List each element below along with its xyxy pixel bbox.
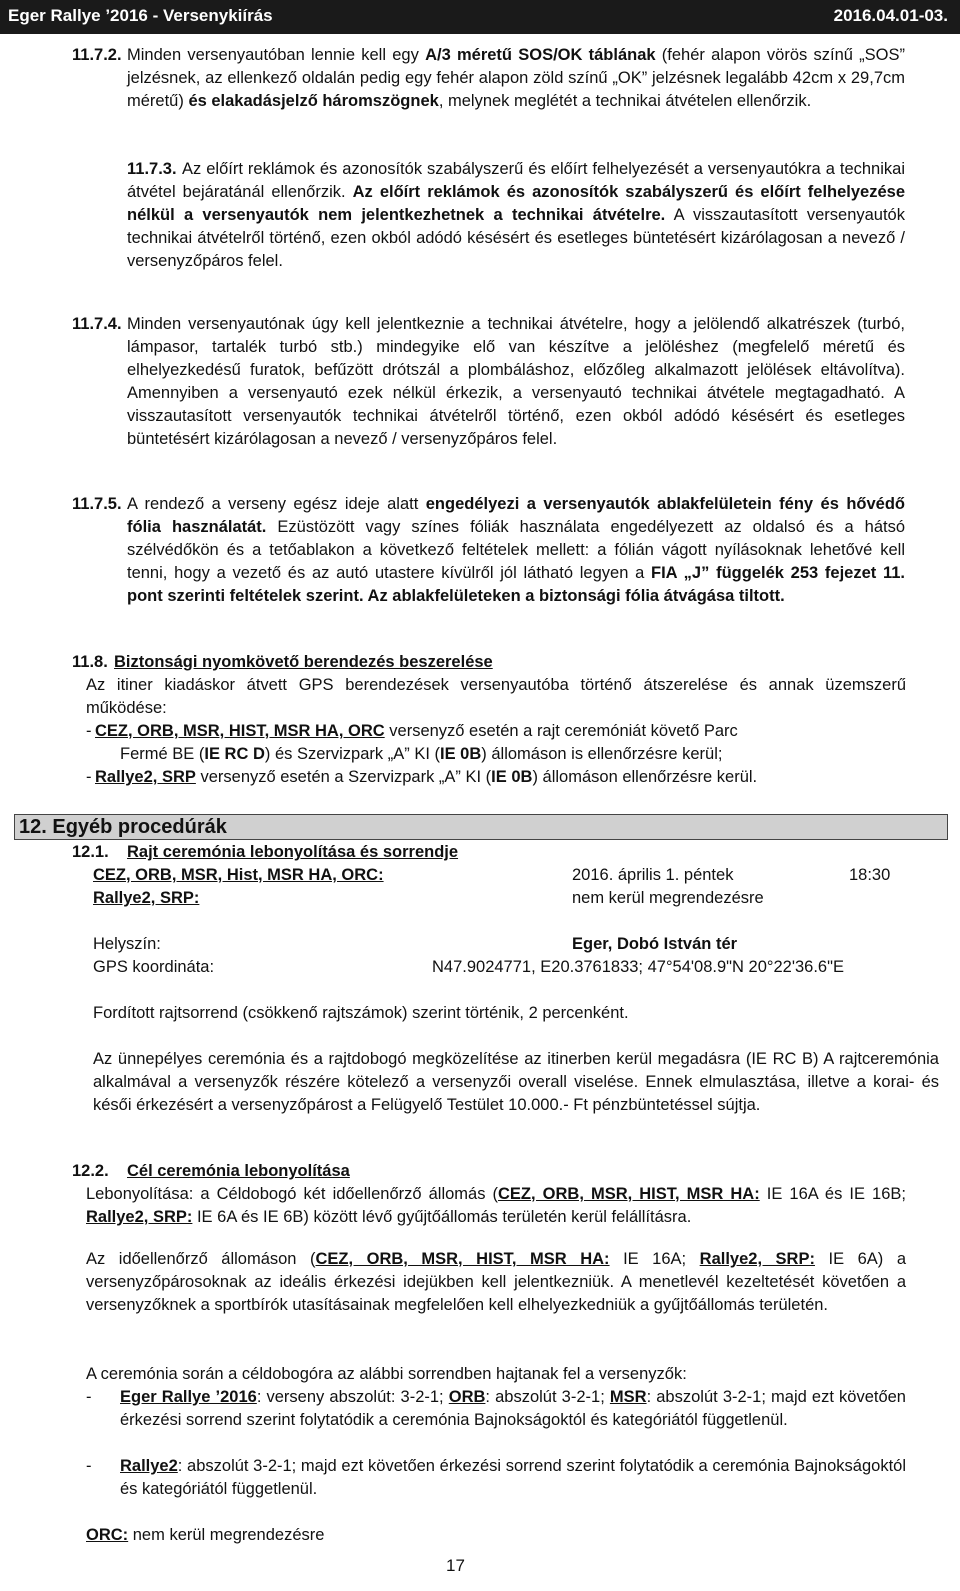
- start-class-label-1: [93, 864, 384, 887]
- header-title: Eger Rallye ’2016 - Versenykiírás: [8, 6, 273, 25]
- section-heading-12: [14, 814, 948, 840]
- text: ) állomáson is ellenőrzésre kerül;: [481, 745, 723, 763]
- page-header: [0, 0, 960, 34]
- header-date: 2016.04.01-03.: [833, 6, 948, 25]
- section-number-11-7-5: 11.7.5.: [72, 495, 122, 513]
- text: , melynek meglétét a technikai átvételen ellenőrzik.: [438, 92, 812, 110]
- start-date: 2016. április 1. péntek: [572, 866, 734, 884]
- bullet-dash: -: [86, 768, 92, 786]
- text: (fehér alapon vörös színű „SOS” jelzésnek, az ellenkező oldalán pedig egy fehér alapon zöld színű „OK” jelzésnek legalább 42cm x 29,7cm méretű): [127, 46, 905, 110]
- text: Fermé BE (: [120, 745, 205, 763]
- text: Lebonyolítása: a Céldobogó két időellenőrző állomás (: [86, 1185, 499, 1203]
- text: IE 6A) a versenyzőpárosoknak az ideális érkezési idejükben kell jelentkezniük. A menetlevél kezeltetését követően a versenyzőknek a sportbírók utasításainak megfelelően kell elhelyezkedniük a gyűjtőállomás területén.: [86, 1250, 906, 1314]
- section-title-12-2: [127, 1160, 350, 1183]
- text: A rendező a verseny egész ideje alatt: [127, 495, 426, 513]
- paragraph-11-7-5: [127, 493, 905, 608]
- paragraph-12-2-c: A ceremónia során a céldobogóra az alábbi sorrendben hajtanak fel a versenyzők:: [86, 1365, 687, 1383]
- text: Ezüstözött vagy színes fóliák használata engedélyezett az oldalsó és a hátsó szélvédőkön és a tetőablakon a következő feltételek mellett: a fólián vágott nyílásoknak lehetővé kell tenni, hogy a vezető és az autó utastere kívülről jól látható legyen a: [127, 518, 906, 582]
- gps-label: GPS koordináta:: [93, 958, 215, 976]
- bullet-dash: -: [86, 1388, 92, 1406]
- text: ) állomáson ellenőrzésre kerül.: [532, 768, 758, 786]
- bold-text: IE 0B: [491, 768, 533, 786]
- text: : verseny abszolút: 3-2-1;: [256, 1388, 449, 1406]
- text: versenyző esetén a rajt ceremóniát követő Parc: [384, 722, 738, 740]
- text: Minden versenyautóban lennie kell egy: [127, 46, 426, 64]
- text: A visszautasított versenyautók technikai átvételről történő, ezen okból adódó késésért és esetleges büntetésért kizárólagosan a nevező / versenyzőpáros felel.: [127, 206, 905, 270]
- bold-text: FIA „J” függelék 253 fejezet 11. pont szerinti feltételek szerint. Az ablakfelületeken a biztonsági fólia átvágása tiltott.: [127, 564, 905, 605]
- text: Az időellenőrző állomáson (: [86, 1250, 316, 1268]
- class-name: Rallye2: [120, 1457, 178, 1475]
- paragraph-12-1: Az ünnepélyes ceremónia és a rajtdobogó megközelítése az itinerben kerül megadásra (IE RC B) A rajtceremónia alkalmával a versenyzők részére kötelező a versenyzői overall viselése. Ennek elmulasztása, illetve a korai- és késői érkezésért a versenyzőpárost a Felügyelő Testület 10.000.- Ft pénzbüntetéssel sújtja.: [93, 1050, 939, 1114]
- class-name: ORC:: [86, 1526, 129, 1544]
- section-number-12-1: 12.1.: [72, 843, 109, 861]
- text: : abszolút 3-2-1; majd ezt követően érkezési sorrend szerint folytatódik a ceremónia Bajnokságoktól és kategóriától függetlenül.: [120, 1388, 906, 1429]
- class-list: Rallye2, SRP:: [699, 1250, 815, 1268]
- text: IE 16A és IE 16B;: [759, 1185, 906, 1203]
- orc-line: [86, 1524, 324, 1547]
- text: : abszolút 3-2-1; majd ezt követően érkezési sorrend szerint folytatódik a ceremónia Bajnokságoktól és kategóriától függetlenül.: [120, 1457, 906, 1498]
- title-text: Rajt ceremónia lebonyolítása és sorrendje: [127, 843, 459, 861]
- title-text: Biztonsági nyomkövető berendezés beszerelése: [114, 653, 493, 671]
- paragraph-11-7-4: Minden versenyautónak úgy kell jelentkeznie a technikai átvételre, hogy a jelölendő alkatrészek (turbó, lámpasor, tartalék turbó stb.) mindegyike elő van készítve a jelöléshez (megfelelő méretű és elhelyezkedésű furatok, befűzött drótszál a plombáláshoz, előzőleg alkalmazott jelölések eltávolítva). Amennyiben a versenyautó ezek nélkül érkezik, a versenyautó technikai átvétele megtagadható. A visszautasított versenyautók technikai átvételről történő, ezen okból adódó késésért és esetleges büntetésért kizárólagosan a nevező / versenyzőpáros felel.: [127, 315, 905, 448]
- title-text: Cél ceremónia lebonyolítása: [127, 1162, 350, 1180]
- intro-11-8: Az itiner kiadáskor átvett GPS berendezések versenyautóba történő átszerelése és annak üzemszerű működése:: [86, 676, 906, 717]
- text: Az előírt reklámok és azonosítók szabályszerű és előírt felhelyezését a versenyautókra a technikai átvétel bejáratánál ellenőrzik.: [127, 160, 905, 201]
- text: IE 16A;: [609, 1250, 700, 1268]
- section-title: 12. Egyéb procedúrák: [19, 816, 227, 838]
- class-list: CEZ, ORB, MSR, HIST, MSR HA:: [315, 1250, 610, 1268]
- class-name: ORB: [448, 1388, 486, 1406]
- bullet-1-12-2: [120, 1386, 906, 1432]
- bullet-dash: -: [86, 1457, 92, 1475]
- class-list: CEZ, ORB, MSR, HIST, MSR HA:: [498, 1185, 760, 1203]
- text: ) és Szervizpark „A” KI (: [264, 745, 440, 763]
- bold-text: IE 0B: [440, 745, 482, 763]
- place-label: Helyszín:: [93, 935, 161, 953]
- bold-text: és elakadásjelző háromszögnek: [188, 92, 439, 110]
- class-name: MSR: [609, 1388, 647, 1406]
- page-number: 17: [446, 1556, 465, 1575]
- class-list: Rallye2, SRP:: [86, 1208, 193, 1226]
- start-order: Fordított rajtsorrend (csökkenő rajtszámok) szerint történik, 2 percenként.: [93, 1004, 629, 1022]
- section-number-11-7-4: 11.7.4.: [72, 315, 122, 333]
- bold-text: engedélyezi a versenyautók ablakfelületein fény és hővédő fólia használatát.: [127, 495, 905, 536]
- class-list: Rallye2, SRP: [95, 768, 196, 786]
- paragraph-12-2-a: [86, 1183, 906, 1229]
- section-number-11-7-3: 11.7.3.: [127, 160, 177, 178]
- label-text: CEZ, ORB, MSR, Hist, MSR HA, ORC:: [93, 866, 384, 884]
- start-class-value-2: nem kerül megrendezésre: [572, 889, 764, 907]
- bullet-dash: -: [86, 722, 92, 740]
- section-title-11-8: [114, 651, 493, 674]
- start-class-label-2: [93, 887, 199, 910]
- bullet-1-cont-11-8: [120, 743, 906, 766]
- paragraph-11-7-2: [127, 44, 905, 113]
- bullet-1-11-8: [95, 720, 907, 743]
- start-time: 18:30: [849, 866, 891, 884]
- bullet-2-11-8: [95, 766, 907, 789]
- text: nem kerül megrendezésre: [128, 1526, 325, 1544]
- bold-text: A/3 méretű SOS/OK táblának: [425, 46, 656, 64]
- gps-value: N47.9024771, E20.3761833; 47°54'08.9"N 20°22'36.6"E: [432, 958, 844, 976]
- place-value: Eger, Dobó István tér: [572, 935, 738, 953]
- paragraph-12-2-b: [86, 1248, 906, 1317]
- bullet-2-12-2: [120, 1455, 906, 1501]
- section-title-12-1: [127, 841, 458, 864]
- section-number-12-2: 12.2.: [72, 1162, 109, 1180]
- text: : abszolút 3-2-1;: [485, 1388, 610, 1406]
- bold-text: Az előírt reklámok és azonosítók szabályszerű és előírt felhelyezése nélkül a versenyautók nem jelentkezhetnek a technikai átvételre.: [127, 183, 906, 224]
- section-number-11-8: 11.8.: [72, 653, 108, 671]
- text: versenyző esetén a Szervizpark „A” KI (: [195, 768, 492, 786]
- bold-text: IE RC D: [204, 745, 265, 763]
- text: IE 6A és IE 6B) között lévő gyűjtőállomás területén kerül felállításra.: [192, 1208, 692, 1226]
- label-text: Rallye2, SRP:: [93, 889, 200, 907]
- class-list: CEZ, ORB, MSR, HIST, MSR HA, ORC: [95, 722, 385, 740]
- paragraph-11-7-3: [127, 158, 905, 273]
- event-name: Eger Rallye ’2016: [120, 1388, 257, 1406]
- section-number-11-7-2: 11.7.2.: [72, 46, 122, 64]
